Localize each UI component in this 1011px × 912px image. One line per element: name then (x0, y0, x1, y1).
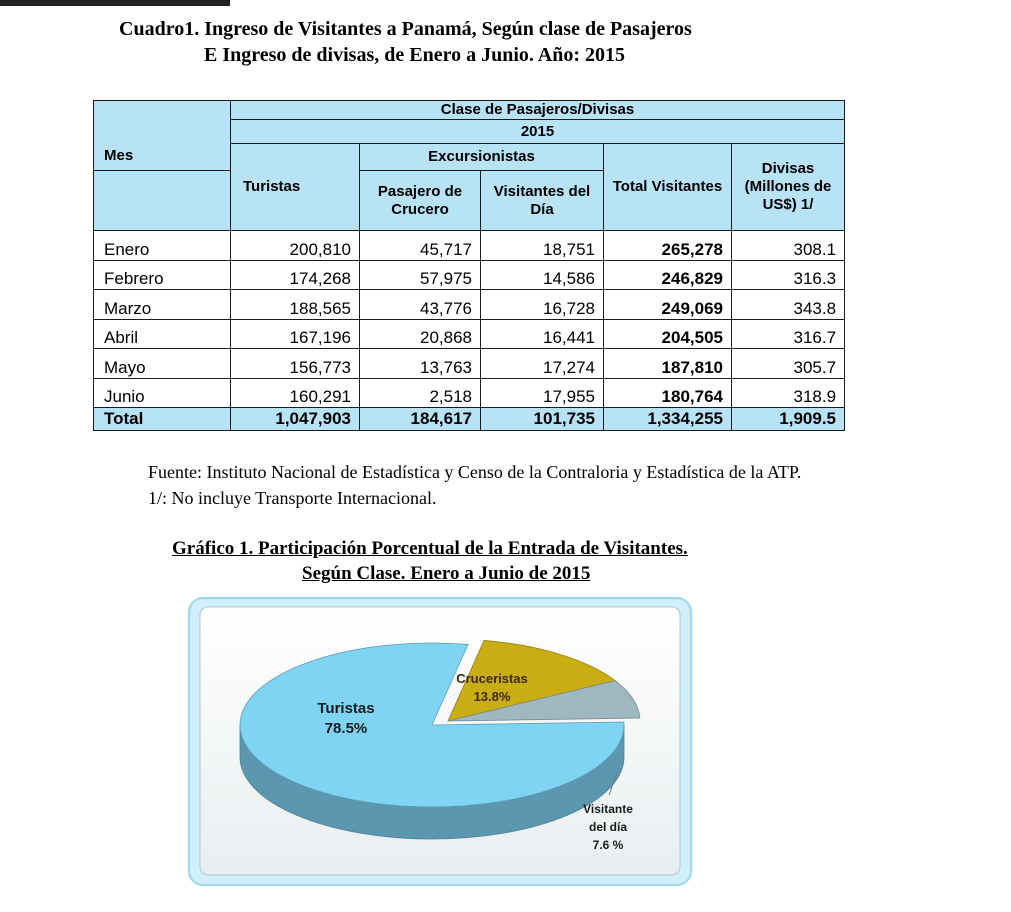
table-row (94, 378, 845, 408)
cell-divisas: 318.9 (732, 378, 845, 408)
cell-mes: Marzo (94, 290, 231, 320)
top-edge-artifact (0, 0, 230, 6)
pie-label-visitante-dia: Visitante del día 7.6 % (583, 802, 633, 852)
cell-turistas: 167,196 (231, 319, 360, 349)
total-cell-turistas: 1,047,903 (231, 408, 360, 431)
cell-turistas: 188,565 (231, 290, 360, 320)
chart-title-line2: Según Clase. Enero a Junio de 2015 (302, 563, 591, 584)
header-year: 2015 (231, 120, 845, 144)
cell-mes: Junio (94, 378, 231, 408)
cell-divisas: 316.3 (732, 260, 845, 290)
cell-crucero: 13,763 (360, 349, 481, 379)
header-group: Clase de Pasajeros/Divisas (231, 101, 845, 120)
source-note: Fuente: Instituto Nacional de Estadística y Censo de la Contraloria y Estadística de la ATP. (148, 462, 802, 482)
cell-turistas: 156,773 (231, 349, 360, 379)
header-divisas: Divisas (Millones de US$) 1/ (732, 144, 845, 231)
table-row (94, 290, 845, 320)
cell-total: 246,829 (604, 260, 732, 290)
cell-mes: Abril (94, 319, 231, 349)
chart-title-line1: Gráfico 1. Participación Porcentual de la Entrada de Visitantes. (172, 538, 688, 559)
table-title-line2: E Ingreso de divisas, de Enero a Junio. Año: 2015 (204, 44, 626, 66)
cell-total: 187,810 (604, 349, 732, 379)
cell-total: 204,505 (604, 319, 732, 349)
cell-crucero: 20,868 (360, 319, 481, 349)
table-total-row (94, 408, 845, 431)
cell-divisas: 343.8 (732, 290, 845, 320)
cell-total: 249,069 (604, 290, 732, 320)
footnote: 1/: No incluye Transporte Internacional. (148, 488, 437, 508)
cell-crucero: 57,975 (360, 260, 481, 290)
cell-dia: 14,586 (481, 260, 604, 290)
cell-divisas: 308.1 (732, 231, 845, 261)
cell-mes: Enero (94, 231, 231, 261)
total-cell-total: 1,334,255 (604, 408, 732, 431)
cell-dia: 16,728 (481, 290, 604, 320)
pie-label-cruceristas: Cruceristas 13.8% (456, 671, 528, 704)
header-excursionistas: Excursionistas (360, 144, 604, 171)
cell-total: 180,764 (604, 378, 732, 408)
cell-turistas: 160,291 (231, 378, 360, 408)
total-cell-dia: 101,735 (481, 408, 604, 431)
cell-dia: 18,751 (481, 231, 604, 261)
cell-divisas: 305.7 (732, 349, 845, 379)
header-mes: Mes (94, 101, 231, 171)
cell-mes: Mayo (94, 349, 231, 379)
table-title-line1: Cuadro1. Ingreso de Visitantes a Panamá, Según clase de Pasajeros (119, 18, 692, 40)
cell-dia: 17,955 (481, 378, 604, 408)
cell-mes: Febrero (94, 260, 231, 290)
table-row (94, 231, 845, 261)
pie-chart (186, 595, 694, 888)
cell-turistas: 200,810 (231, 231, 360, 261)
cell-dia: 16,441 (481, 319, 604, 349)
pie-label-turistas: Turistas 78.5% (317, 700, 375, 737)
cell-crucero: 2,518 (360, 378, 481, 408)
cell-crucero: 43,776 (360, 290, 481, 320)
total-cell-divisas: 1,909.5 (732, 408, 845, 431)
cell-turistas: 174,268 (231, 260, 360, 290)
cell-divisas: 316.7 (732, 319, 845, 349)
cell-crucero: 45,717 (360, 231, 481, 261)
table-row (94, 260, 845, 290)
header-total-visitantes: Total Visitantes (604, 144, 732, 231)
table-row (94, 349, 845, 379)
total-cell-crucero: 184,617 (360, 408, 481, 431)
cell-total: 265,278 (604, 231, 732, 261)
total-cell-mes: Total (94, 408, 231, 431)
cell-dia: 17,274 (481, 349, 604, 379)
header-turistas: Turistas (231, 144, 360, 231)
header-crucero: Pasajero de Crucero (360, 171, 481, 231)
visitors-table (93, 100, 845, 431)
header-visitantes-dia: Visitantes del Día (481, 171, 604, 231)
table-row (94, 319, 845, 349)
